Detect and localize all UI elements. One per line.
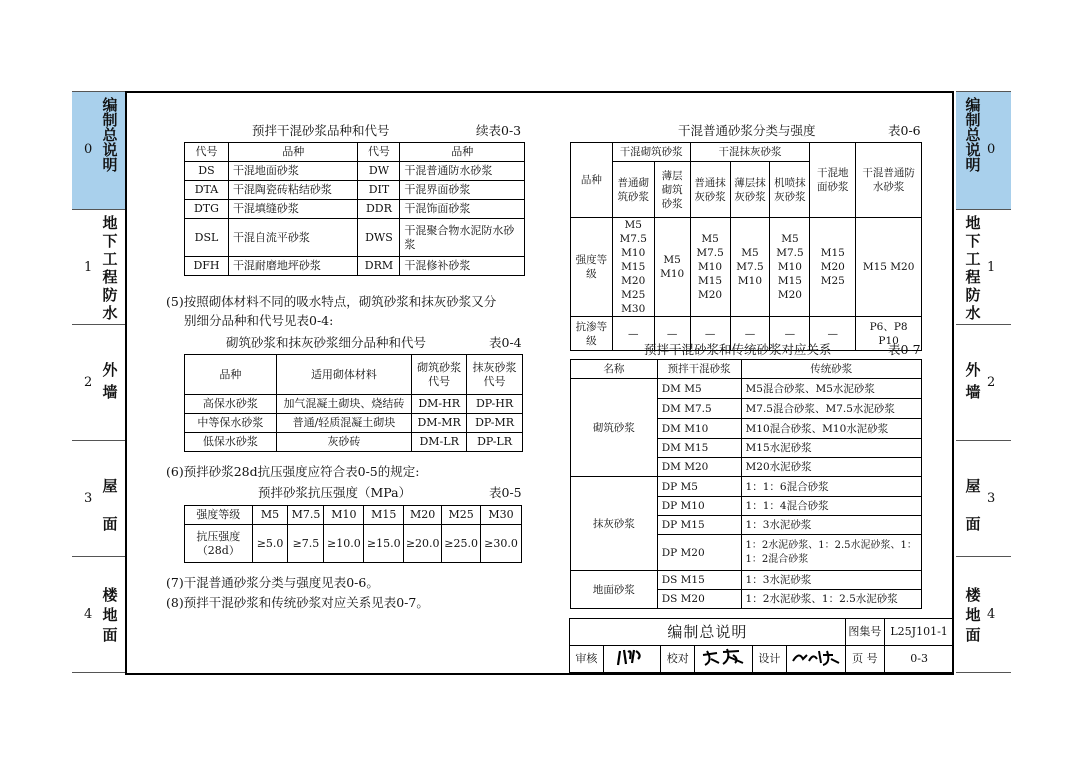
check-label: 校对 <box>661 646 695 673</box>
tab-number: 3 <box>987 491 996 506</box>
cell: 低保水砂浆 <box>185 433 277 452</box>
tab-number: 0 <box>84 142 93 157</box>
tab-label: 外 墙 <box>102 361 118 401</box>
cell: M15 M20 <box>856 218 922 317</box>
cell: DS M15 <box>657 571 741 590</box>
table-row <box>185 433 523 452</box>
left-tab-1[interactable] <box>72 209 127 324</box>
tab-label: 编 制 总 说 明 <box>965 96 981 174</box>
cell: M5 M7.5 M10 M15 M20 <box>690 218 730 317</box>
cell: DW <box>358 162 400 181</box>
table-row <box>185 414 523 433</box>
table-0-5-label: 表0-5 <box>489 485 522 500</box>
col-header: 机喷抹灰砂浆 <box>770 162 810 218</box>
cell: M5混合砂浆、M5水泥砂浆 <box>741 379 921 399</box>
table-header: 品种 <box>228 143 358 162</box>
table-row <box>185 257 525 276</box>
right-tab-4[interactable] <box>956 556 1011 673</box>
cell: DP-HR <box>467 395 523 414</box>
cell: 干混界面砂浆 <box>400 181 525 200</box>
atlas-number: L25J101-1 <box>885 619 954 646</box>
signature-icon <box>612 647 652 667</box>
table-row <box>185 162 525 181</box>
cell: — <box>612 317 654 351</box>
cell: 干混普通防水砂浆 <box>400 162 525 181</box>
tab-number: 2 <box>84 375 93 390</box>
table-0-7 <box>570 359 922 609</box>
group-name: 砌筑砂浆 <box>571 379 658 477</box>
page-number: 0-3 <box>885 646 954 673</box>
page-label: 页 号 <box>845 646 885 673</box>
cell: DP-LR <box>467 433 523 452</box>
paragraph-5-line2: 别细分品种和代号见表0-4: <box>184 313 334 328</box>
cell: DM M5 <box>657 379 741 399</box>
right-tab-3[interactable] <box>956 440 1011 556</box>
tab-label: 外 墙 <box>965 361 981 401</box>
cell: DM M7.5 <box>657 399 741 419</box>
tab-label: 编 制 总 说 明 <box>102 96 118 174</box>
atlas-label: 图集号 <box>845 619 885 646</box>
cell: 干混陶瓷砖粘结砂浆 <box>228 181 358 200</box>
cell: DP M5 <box>657 477 741 497</box>
cell: ≥5.0 <box>252 525 288 563</box>
cell: — <box>730 317 770 351</box>
cell: M10 <box>324 506 364 525</box>
cell: DS M20 <box>657 590 741 609</box>
group-name: 抹灰砂浆 <box>571 477 658 571</box>
table-0-4-title: 砌筑砂浆和抹灰砂浆细分品种和代号 <box>226 335 427 350</box>
table-0-6 <box>570 142 922 351</box>
col-header: 干混普通防水砂浆 <box>856 143 922 218</box>
tab-label: 地 下 工 程 防 水 <box>965 214 981 322</box>
table-header: 传统砂浆 <box>741 360 921 379</box>
col-header: 薄层砌筑砂浆 <box>654 162 690 218</box>
cell: 干混修补砂浆 <box>400 257 525 276</box>
cell: ≥10.0 <box>324 525 364 563</box>
cell: DRM <box>358 257 400 276</box>
cell: 干混聚合物水泥防水砂浆 <box>400 219 525 257</box>
cell: P6、P8 P10 <box>856 317 922 351</box>
design-label: 设计 <box>753 646 787 673</box>
table-0-4-label: 表0-4 <box>489 335 522 350</box>
paragraph-5-line1: (5)按照砌体材料不同的吸水特点，砌筑砂浆和抹灰砂浆又分 <box>166 294 497 309</box>
drawing-title: 编制总说明 <box>570 619 846 646</box>
tab-number: 2 <box>987 375 996 390</box>
review-label: 审核 <box>570 646 604 673</box>
cell: DS <box>185 162 229 181</box>
cell: M7.5混合砂浆、M7.5水泥砂浆 <box>741 399 921 419</box>
cell: 1：3水泥砂浆 <box>741 516 921 535</box>
cell: DWS <box>358 219 400 257</box>
cell: DFH <box>185 257 229 276</box>
cell: M20水泥砂浆 <box>741 458 921 477</box>
tab-label: 屋 面 <box>102 477 118 533</box>
cell: M15 M20 M25 <box>810 218 856 317</box>
cell: DTG <box>185 200 229 219</box>
paragraph-6: (6)预拌砂浆28d抗压强度应符合表0-5的规定: <box>166 464 420 479</box>
cell: 1：3水泥砂浆 <box>741 571 921 590</box>
table-0-3-label: 续表0-3 <box>476 123 522 138</box>
cell: DP M20 <box>657 535 741 571</box>
table-header: 抹灰砂浆代号 <box>467 355 523 395</box>
cell: 1：1：4混合砂浆 <box>741 497 921 516</box>
cell: 灰砂砖 <box>276 433 412 452</box>
table-0-3-title: 预拌干混砂浆品种和代号 <box>252 123 390 138</box>
col-header: 干混地面砂浆 <box>810 143 856 218</box>
table-header: 代号 <box>358 143 400 162</box>
table-row <box>571 571 922 590</box>
table-0-7-label: 表0-7 <box>888 342 921 357</box>
table-header: 名称 <box>571 360 658 379</box>
row-label: 强度等级 <box>571 218 613 317</box>
paragraph-8: (8)预拌干混砂浆和传统砂浆对应关系见表0-7。 <box>166 595 429 610</box>
tab-label: 地 下 工 程 防 水 <box>102 214 118 322</box>
table-0-7-title: 预拌干混砂浆和传统砂浆对应关系 <box>644 342 832 357</box>
table-0-6-label: 表0-6 <box>888 123 921 138</box>
table-header: 代号 <box>185 143 229 162</box>
cell: DM M10 <box>657 419 741 439</box>
cell: — <box>770 317 810 351</box>
col-header: 普通砌筑砂浆 <box>612 162 654 218</box>
cell: DP M15 <box>657 516 741 535</box>
cell: 干混饰面砂浆 <box>400 200 525 219</box>
row-label: 强度等级 <box>185 506 253 525</box>
col-header: 薄层抹灰砂浆 <box>730 162 770 218</box>
cell: 干混自流平砂浆 <box>228 219 358 257</box>
table-0-3 <box>184 142 525 276</box>
cell: 中等保水砂浆 <box>185 414 277 433</box>
cell: DM M20 <box>657 458 741 477</box>
table-row <box>185 395 523 414</box>
table-header: 品种 <box>400 143 525 162</box>
cell: ≥15.0 <box>364 525 404 563</box>
left-tab-3[interactable] <box>72 440 127 556</box>
cell: M20 <box>404 506 442 525</box>
signature-icon <box>789 647 843 667</box>
tab-label: 楼 地 面 <box>965 586 981 644</box>
cell: M7.5 <box>288 506 324 525</box>
cell: 普通/轻质混凝土砌块 <box>276 414 412 433</box>
cell: M10混合砂浆、M10水泥砂浆 <box>741 419 921 439</box>
table-0-5 <box>184 505 522 563</box>
cell: 1：1：6混合砂浆 <box>741 477 921 497</box>
review-signature <box>603 646 661 673</box>
cell: DM-LR <box>412 433 467 452</box>
table-0-6-title: 干混普通砂浆分类与强度 <box>678 123 816 138</box>
tab-number: 0 <box>987 142 996 157</box>
cell: M15水泥砂浆 <box>741 439 921 458</box>
cell: — <box>690 317 730 351</box>
table-header: 品种 <box>185 355 277 395</box>
table-0-4 <box>184 354 523 452</box>
cell: M5 <box>252 506 288 525</box>
right-tab-1[interactable] <box>956 209 1011 324</box>
tab-number: 4 <box>987 607 996 622</box>
left-tab-0[interactable] <box>72 91 127 209</box>
table-header: 预拌干混砂浆 <box>657 360 741 379</box>
cell: M15 <box>364 506 404 525</box>
table-header: 砌筑砂浆代号 <box>412 355 467 395</box>
tab-number: 1 <box>987 260 996 275</box>
table-row <box>185 219 525 257</box>
cell: ≥30.0 <box>481 525 522 563</box>
cell: DM-MR <box>412 414 467 433</box>
cell: 干混填缝砂浆 <box>228 200 358 219</box>
col-header: 普通抹灰砂浆 <box>690 162 730 218</box>
group-header: 干混抹灰砂浆 <box>690 143 810 162</box>
cell: DP-MR <box>467 414 523 433</box>
title-block <box>569 618 954 673</box>
signature-icon <box>699 647 749 667</box>
row-label: 抗渗等级 <box>571 317 613 351</box>
group-header: 干混砌筑砂浆 <box>612 143 690 162</box>
col-header: 品种 <box>571 143 613 218</box>
tab-number: 1 <box>84 260 93 275</box>
cell: ≥20.0 <box>404 525 442 563</box>
tab-number: 3 <box>84 491 93 506</box>
cell: DSL <box>185 219 229 257</box>
cell: DTA <box>185 181 229 200</box>
cell: M25 <box>442 506 481 525</box>
cell: — <box>810 317 856 351</box>
tab-label: 楼 地 面 <box>102 586 118 644</box>
cell: 1：2水泥砂浆、1：2.5水泥砂浆 <box>741 590 921 609</box>
left-tab-2[interactable] <box>72 324 127 440</box>
cell: 加气混凝土砌块、烧结砖 <box>276 395 412 414</box>
cell: DDR <box>358 200 400 219</box>
right-tab-2[interactable] <box>956 324 1011 440</box>
tab-number: 4 <box>84 607 93 622</box>
table-row <box>185 200 525 219</box>
left-tab-4[interactable] <box>72 556 127 673</box>
table-row <box>185 181 525 200</box>
cell: DM M15 <box>657 439 741 458</box>
cell: 干混地面砂浆 <box>228 162 358 181</box>
design-signature <box>786 646 845 673</box>
group-name: 地面砂浆 <box>571 571 658 609</box>
cell: M5 M10 <box>654 218 690 317</box>
cell: DIT <box>358 181 400 200</box>
cell: 高保水砂浆 <box>185 395 277 414</box>
cell: M5 M7.5 M10 M15 M20 <box>770 218 810 317</box>
cell: ≥7.5 <box>288 525 324 563</box>
table-row <box>571 477 922 497</box>
cell: 1：2水泥砂浆、1：2.5水泥砂浆、1：1：2混合砂浆 <box>741 535 921 571</box>
cell: DM-HR <box>412 395 467 414</box>
cell: DP M10 <box>657 497 741 516</box>
right-tab-0[interactable] <box>956 91 1011 209</box>
cell: — <box>654 317 690 351</box>
tab-label: 屋 面 <box>965 477 981 533</box>
table-row <box>571 379 922 399</box>
paragraph-7: (7)干混普通砂浆分类与强度见表0-6。 <box>166 575 379 590</box>
cell: 干混耐磨地坪砂浆 <box>228 257 358 276</box>
cell: M5 M7.5 M10 <box>730 218 770 317</box>
check-signature <box>695 646 753 673</box>
table-header: 适用砌体材料 <box>276 355 412 395</box>
table-0-5-title: 预拌砂浆抗压强度（MPa） <box>258 485 412 500</box>
row-label: 抗压强度（28d） <box>185 525 253 563</box>
cell: M30 <box>481 506 522 525</box>
cell: ≥25.0 <box>442 525 481 563</box>
cell: M5 M7.5 M10 M15 M20 M25 M30 <box>612 218 654 317</box>
